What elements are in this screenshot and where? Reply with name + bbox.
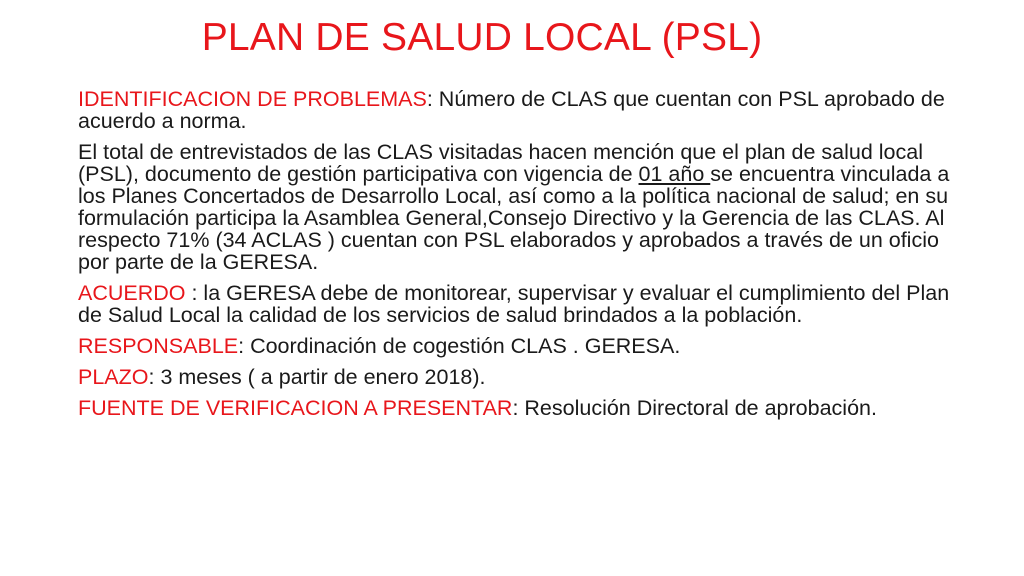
label-identificacion: IDENTIFICACION DE PROBLEMAS: [78, 87, 427, 111]
label-plazo: PLAZO: [78, 365, 149, 389]
paragraph-plazo: [78, 366, 958, 388]
text-plazo: : 3 meses ( a partir de enero 2018).: [148, 365, 486, 389]
paragraph-total: [78, 141, 958, 273]
text-acuerdo: : la GERESA debe de monitorear, supervisar y evaluar el cumplimiento del Plan de Salud Local la calidad de los servicios de salud brindados a la población.: [78, 281, 950, 327]
page-title: PLAN DE SALUD LOCAL (PSL): [201, 16, 763, 59]
label-fuente: FUENTE DE VERIFICACION A PRESENTAR: [78, 396, 513, 420]
text-responsable: : Coordinación de cogestión CLAS . GERESA.: [238, 334, 681, 358]
paragraph-responsable: [78, 335, 958, 357]
text-total-before: El total de entrevistados de las CLAS visitadas hacen mención que el plan de salud local (PSL), documento de gestión participativa con vigencia de: [78, 140, 923, 186]
text-identificacion: : Número de CLAS que cuentan con PSL aprobado de acuerdo a norma.: [78, 87, 945, 133]
text-fuente: : Resolución Directoral de aprobación.: [512, 396, 877, 420]
text-total-underlined: 01 año: [638, 162, 711, 186]
label-responsable: RESPONSABLE: [78, 334, 239, 358]
slide-body: [78, 88, 958, 428]
text-total-after: se encuentra vinculada a los Planes Concertados de Desarrollo Local, así como a la política nacional de salud; en su formulación participa la Asamblea General,Consejo Directivo y la Gerencia de las CLAS. Al respecto 71% (34 ACLAS ) cuentan con PSL elaborados y aprobados a través de un oficio por parte de la GERESA.: [78, 162, 950, 274]
label-acuerdo: ACUERDO: [78, 281, 192, 305]
paragraph-acuerdo: [78, 282, 958, 326]
paragraph-fuente: [78, 397, 958, 419]
paragraph-identificacion: [78, 88, 958, 132]
